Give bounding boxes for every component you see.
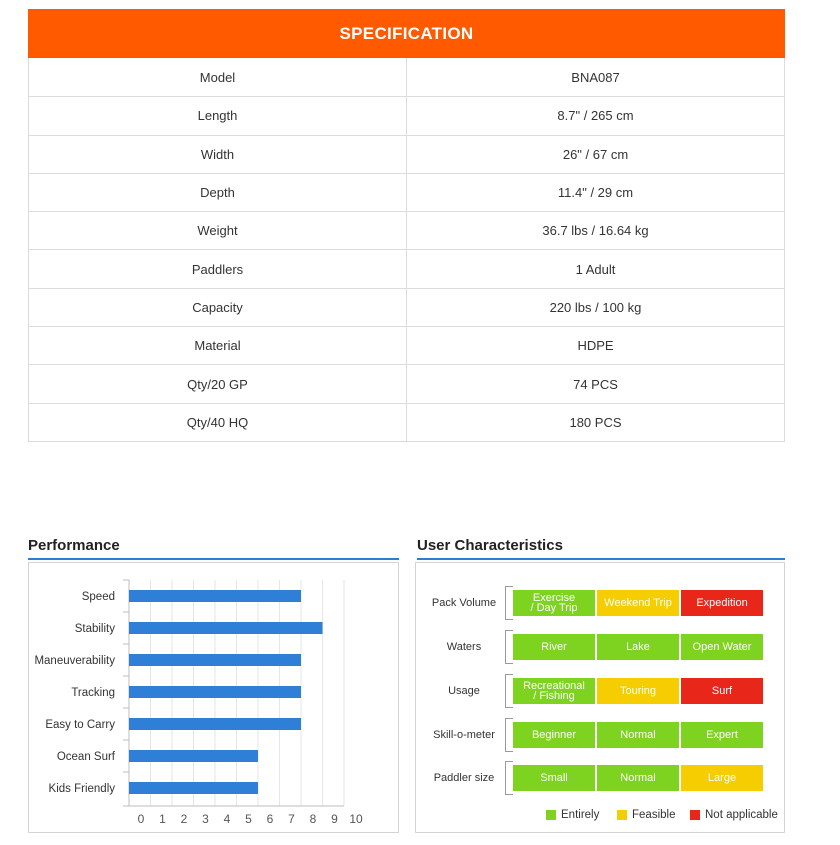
spec-label: Qty/20 GP <box>29 365 407 402</box>
row-bracket <box>505 761 513 795</box>
uc-row-label: Paddler size <box>433 772 495 784</box>
spec-value: 36.7 lbs / 16.64 kg <box>542 223 649 239</box>
row-bracket <box>505 630 513 664</box>
uc-row-label: Usage <box>448 685 480 697</box>
row-bracket <box>505 718 513 752</box>
user-characteristics-title-rule <box>417 558 785 560</box>
legend-label: Entirely <box>561 809 600 821</box>
uc-cell-entirely: Recreational / Fishing <box>513 678 595 704</box>
bar <box>129 718 301 730</box>
uc-cell-entirely: Normal <box>597 765 679 791</box>
uc-cell-entirely: Normal <box>597 722 679 748</box>
uc-cell-feasible: Touring <box>597 678 679 704</box>
spec-label: Model <box>29 58 407 96</box>
spec-label: Depth <box>29 174 407 211</box>
uc-row-label: Pack Volume <box>431 597 497 609</box>
x-tick-label: 2 <box>180 812 188 826</box>
x-tick-label: 5 <box>245 812 252 826</box>
x-tick-label: 10 <box>349 812 363 826</box>
category-label: Maneuverability <box>34 655 115 667</box>
spec-value: 26" / 67 cm <box>562 146 629 162</box>
spec-label: Paddlers <box>29 250 407 287</box>
uc-cell-not-applicable: Expedition <box>681 590 763 616</box>
spec-value: 74 PCS <box>573 376 618 392</box>
bar <box>129 686 301 698</box>
category-label: Stability <box>74 623 115 635</box>
x-tick-label: 9 <box>331 812 338 826</box>
spec-value: BNA087 <box>571 69 620 85</box>
uc-cell-feasible: Large <box>681 765 763 791</box>
category-label: Speed <box>81 591 115 603</box>
legend-swatch <box>690 810 700 820</box>
spec-label: Qty/40 HQ <box>29 404 407 441</box>
category-label: Tracking <box>71 687 115 699</box>
uc-row-label: Waters <box>446 641 482 653</box>
uc-cell-entirely: Open Water <box>681 634 763 660</box>
performance-title: Performance <box>28 537 120 554</box>
spec-value: 11.4" / 29 cm <box>557 185 634 201</box>
x-tick-label: 1 <box>159 812 166 826</box>
uc-cell-entirely: Lake <box>597 634 679 660</box>
uc-cell-entirely: Beginner <box>513 722 595 748</box>
spec-label: Capacity <box>29 289 407 326</box>
x-tick-label: 7 <box>288 812 295 826</box>
legend-item <box>617 809 675 821</box>
legend-swatch <box>617 810 627 820</box>
row-bracket <box>505 586 513 620</box>
category-label: Kids Friendly <box>48 783 115 795</box>
user-characteristics-title: User Characteristics <box>417 537 563 554</box>
uc-cell-feasible: Weekend Trip <box>597 590 679 616</box>
specification-title: SPECIFICATION <box>28 9 785 58</box>
uc-cell-entirely: River <box>513 634 595 660</box>
x-tick-label: 8 <box>309 812 317 826</box>
legend-label: Feasible <box>632 809 676 821</box>
spec-label: Weight <box>29 212 407 249</box>
bar <box>129 622 323 634</box>
bar <box>129 590 301 602</box>
x-tick-label: 3 <box>202 812 209 826</box>
uc-row-label: Skill-o-meter <box>433 729 495 741</box>
spec-value: 180 PCS <box>569 414 622 430</box>
spec-value: 1 Adult <box>575 261 616 277</box>
spec-label: Length <box>29 97 407 134</box>
legend-item <box>690 809 778 821</box>
legend-label: Not applicable <box>705 809 778 821</box>
x-tick-label: 6 <box>266 812 274 826</box>
legend-swatch <box>546 810 556 820</box>
spec-value: 220 lbs / 100 kg <box>549 299 642 315</box>
uc-cell-entirely: Small <box>513 765 595 791</box>
uc-cell-not-applicable: Surf <box>681 678 763 704</box>
row-bracket <box>505 674 513 708</box>
x-tick-label: 0 <box>137 812 145 826</box>
legend-item <box>546 809 599 821</box>
uc-cell-entirely: Exercise / Day Trip <box>513 590 595 616</box>
uc-cell-entirely: Expert <box>681 722 763 748</box>
spec-value: 8.7" / 265 cm <box>557 108 634 124</box>
spec-label: Width <box>29 136 407 173</box>
bar <box>129 750 258 762</box>
bar <box>129 782 258 794</box>
x-tick-label: 4 <box>223 812 231 826</box>
category-label: Ocean Surf <box>56 751 115 763</box>
category-label: Easy to Carry <box>45 719 115 731</box>
spec-value: HDPE <box>577 338 614 354</box>
bar <box>129 654 301 666</box>
spec-label: Material <box>29 327 407 364</box>
